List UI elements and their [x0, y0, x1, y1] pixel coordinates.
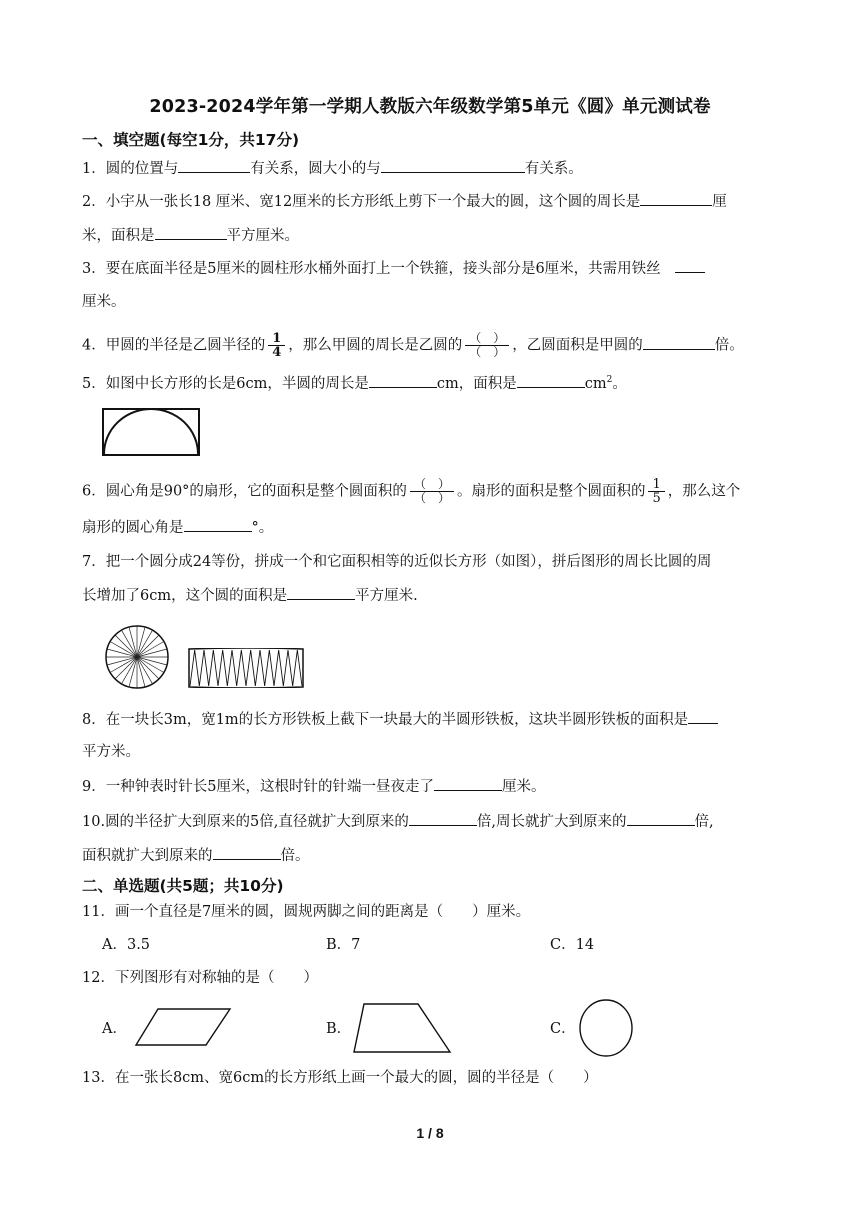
option-b[interactable]: B．7 — [326, 937, 361, 953]
question-12 — [82, 968, 318, 988]
question-number: 10. — [82, 814, 106, 830]
question-10-continued — [82, 845, 310, 866]
question-number: 7． — [82, 554, 106, 570]
question-text: 倍。 — [714, 337, 744, 354]
question-text: 倍,周长就扩大到原来的 — [476, 814, 627, 830]
fraction-numerator: （ ） — [465, 332, 509, 346]
question-1 — [82, 158, 583, 179]
question-text: 厘 — [712, 194, 727, 210]
option-b[interactable]: B． — [326, 1021, 352, 1037]
question-text: 在一张长8cm、宽6cm的长方形纸上画一个最大的圆，圆的半径是（ ） — [114, 1070, 598, 1086]
question-2 — [82, 191, 727, 212]
question-text: 圆心角是90°的扇形，它的面积是整个圆面积的 — [105, 483, 407, 500]
question-number: 6． — [82, 483, 106, 500]
question-text: ，那么甲圆的周长是乙圆的 — [288, 337, 463, 354]
answer-blank — [369, 373, 437, 388]
answer-blank — [213, 845, 281, 860]
answer-blank — [409, 811, 477, 826]
question-9 — [82, 776, 545, 797]
question-text: 长增加了6cm，这个圆的面积是 — [82, 588, 288, 604]
question-3-continued — [82, 292, 126, 312]
question-number: 5． — [82, 375, 106, 392]
question-text: 小宇从一张长18 厘米、宽12厘米的长方形纸上剪下一个最大的圆，这个圆的周长是 — [105, 194, 641, 210]
question-number: 9． — [82, 779, 106, 795]
question-text: cm — [584, 375, 607, 392]
page-number: 1 / 8 — [416, 1125, 444, 1141]
fraction-one-fifth — [648, 478, 664, 505]
question-text: 下列图形有对称轴的是（ ） — [114, 970, 318, 986]
answer-blank — [675, 258, 705, 273]
question-text: 平方厘米。 — [226, 228, 299, 244]
question-13 — [82, 1068, 598, 1088]
question-text: cm，面积是 — [436, 375, 517, 392]
fraction-numerator: 1 — [648, 478, 664, 492]
question-text: 扇形的圆心角是 — [82, 520, 184, 536]
question-7-continued — [82, 585, 418, 606]
question-text: °。 — [251, 520, 274, 536]
fraction-numerator: 1 — [268, 332, 285, 346]
question-6-continued — [82, 517, 273, 538]
question-8 — [82, 709, 718, 730]
answer-blank — [643, 335, 715, 350]
option-c[interactable]: C．14 — [550, 937, 595, 953]
question-text: 如图中长方形的长是6cm，半圆的周长是 — [105, 375, 369, 392]
semicircle-in-rectangle-figure — [102, 408, 200, 456]
answer-blank — [381, 158, 525, 173]
circle-figure — [578, 998, 634, 1058]
question-number: 12． — [82, 970, 115, 986]
question-10 — [82, 811, 714, 832]
fraction-denominator: （ ） — [469, 345, 506, 359]
trapezoid-figure — [352, 1002, 452, 1054]
question-text: 米，面积是 — [82, 228, 155, 244]
option-c[interactable]: C． — [550, 1021, 576, 1037]
question-text: 有关系。 — [524, 161, 583, 177]
question-number: 4． — [82, 337, 106, 354]
answer-blank — [184, 517, 252, 532]
question-text: 倍。 — [280, 848, 310, 864]
question-text: ，那么这个 — [667, 483, 741, 500]
answer-blank — [627, 811, 695, 826]
answer-blank — [287, 585, 355, 600]
answer-blank — [517, 373, 585, 388]
question-text: 圆的半径扩大到原来的5倍,直径就扩大到原来的 — [105, 814, 409, 830]
option-a[interactable]: A．3.5 — [102, 937, 151, 953]
answer-blank — [640, 191, 712, 206]
question-text: 厘米。 — [82, 294, 126, 310]
question-text: 平方厘米. — [355, 588, 418, 604]
fraction-denominator: 5 — [652, 491, 661, 506]
question-text: 要在底面半径是5厘米的圆柱形水桶外面打上一个铁箍，接头部分是6厘米，共需用铁丝 — [105, 261, 661, 277]
circle-24-sectors-figure — [104, 624, 170, 690]
blank-fraction — [465, 332, 509, 359]
question-number: 1． — [82, 161, 106, 177]
question-text: 画一个直径是7厘米的圆，圆规两脚之间的距离是（ ）厘米。 — [114, 904, 531, 920]
superscript: 2 — [606, 375, 613, 385]
question-7 — [82, 552, 711, 572]
parallelogram-figure — [134, 1006, 232, 1048]
question-3 — [82, 258, 705, 279]
question-text: 倍, — [694, 814, 714, 830]
section-fill-blank-heading: 一、填空题(每空1分，共17分) — [82, 131, 300, 149]
answer-blank — [688, 709, 718, 724]
question-text: 有关系，圆大小的与 — [250, 161, 381, 177]
question-text: 在一块长3m，宽1m的长方形铁板上截下一块最大的半圆形铁板，这块半圆形铁板的面积是 — [105, 712, 689, 728]
question-text: 。扇形的面积是整个圆面积的 — [456, 483, 646, 500]
question-11 — [82, 902, 530, 922]
question-4 — [82, 332, 744, 359]
exam-title: 2023-2024学年第一学期人教版六年级数学第5单元《圆》单元测试卷 — [149, 97, 711, 117]
question-text: 。 — [612, 375, 627, 392]
question-number: 13． — [82, 1070, 115, 1086]
blank-fraction — [410, 478, 454, 505]
question-text: ，乙圆面积是甲圆的 — [512, 337, 643, 354]
answer-blank — [434, 776, 502, 791]
fraction-denominator: （ ） — [413, 491, 450, 505]
question-text: 一种钟表时针长5厘米，这根时针的针端一昼夜走了 — [105, 779, 434, 795]
question-number: 3． — [82, 261, 106, 277]
question-text: 平方米。 — [82, 744, 140, 760]
question-2-continued — [82, 225, 299, 246]
question-number: 2． — [82, 194, 106, 210]
approx-rectangle-figure — [188, 648, 304, 688]
answer-blank — [178, 158, 250, 173]
question-text: 面积就扩大到原来的 — [82, 848, 213, 864]
question-number: 8． — [82, 712, 106, 728]
fraction-one-quarter — [268, 332, 285, 359]
question-text: 甲圆的半径是乙圆半径的 — [105, 337, 266, 354]
question-6 — [82, 478, 740, 505]
question-text: 厘米。 — [501, 779, 546, 795]
fraction-numerator: （ ） — [410, 478, 454, 492]
question-number: 11． — [82, 904, 115, 920]
question-8-continued — [82, 742, 140, 762]
question-5 — [82, 370, 627, 394]
answer-blank — [155, 225, 227, 240]
option-a[interactable]: A． — [102, 1021, 127, 1037]
question-text: 圆的位置与 — [105, 161, 179, 177]
question-text: 把一个圆分成24等份，拼成一个和它面积相等的近似长方形（如图），拼后图形的周长比圆的周 — [105, 554, 712, 570]
section-single-choice-heading: 二、单选题(共5题；共10分) — [82, 877, 284, 895]
fraction-denominator: 4 — [272, 345, 282, 360]
